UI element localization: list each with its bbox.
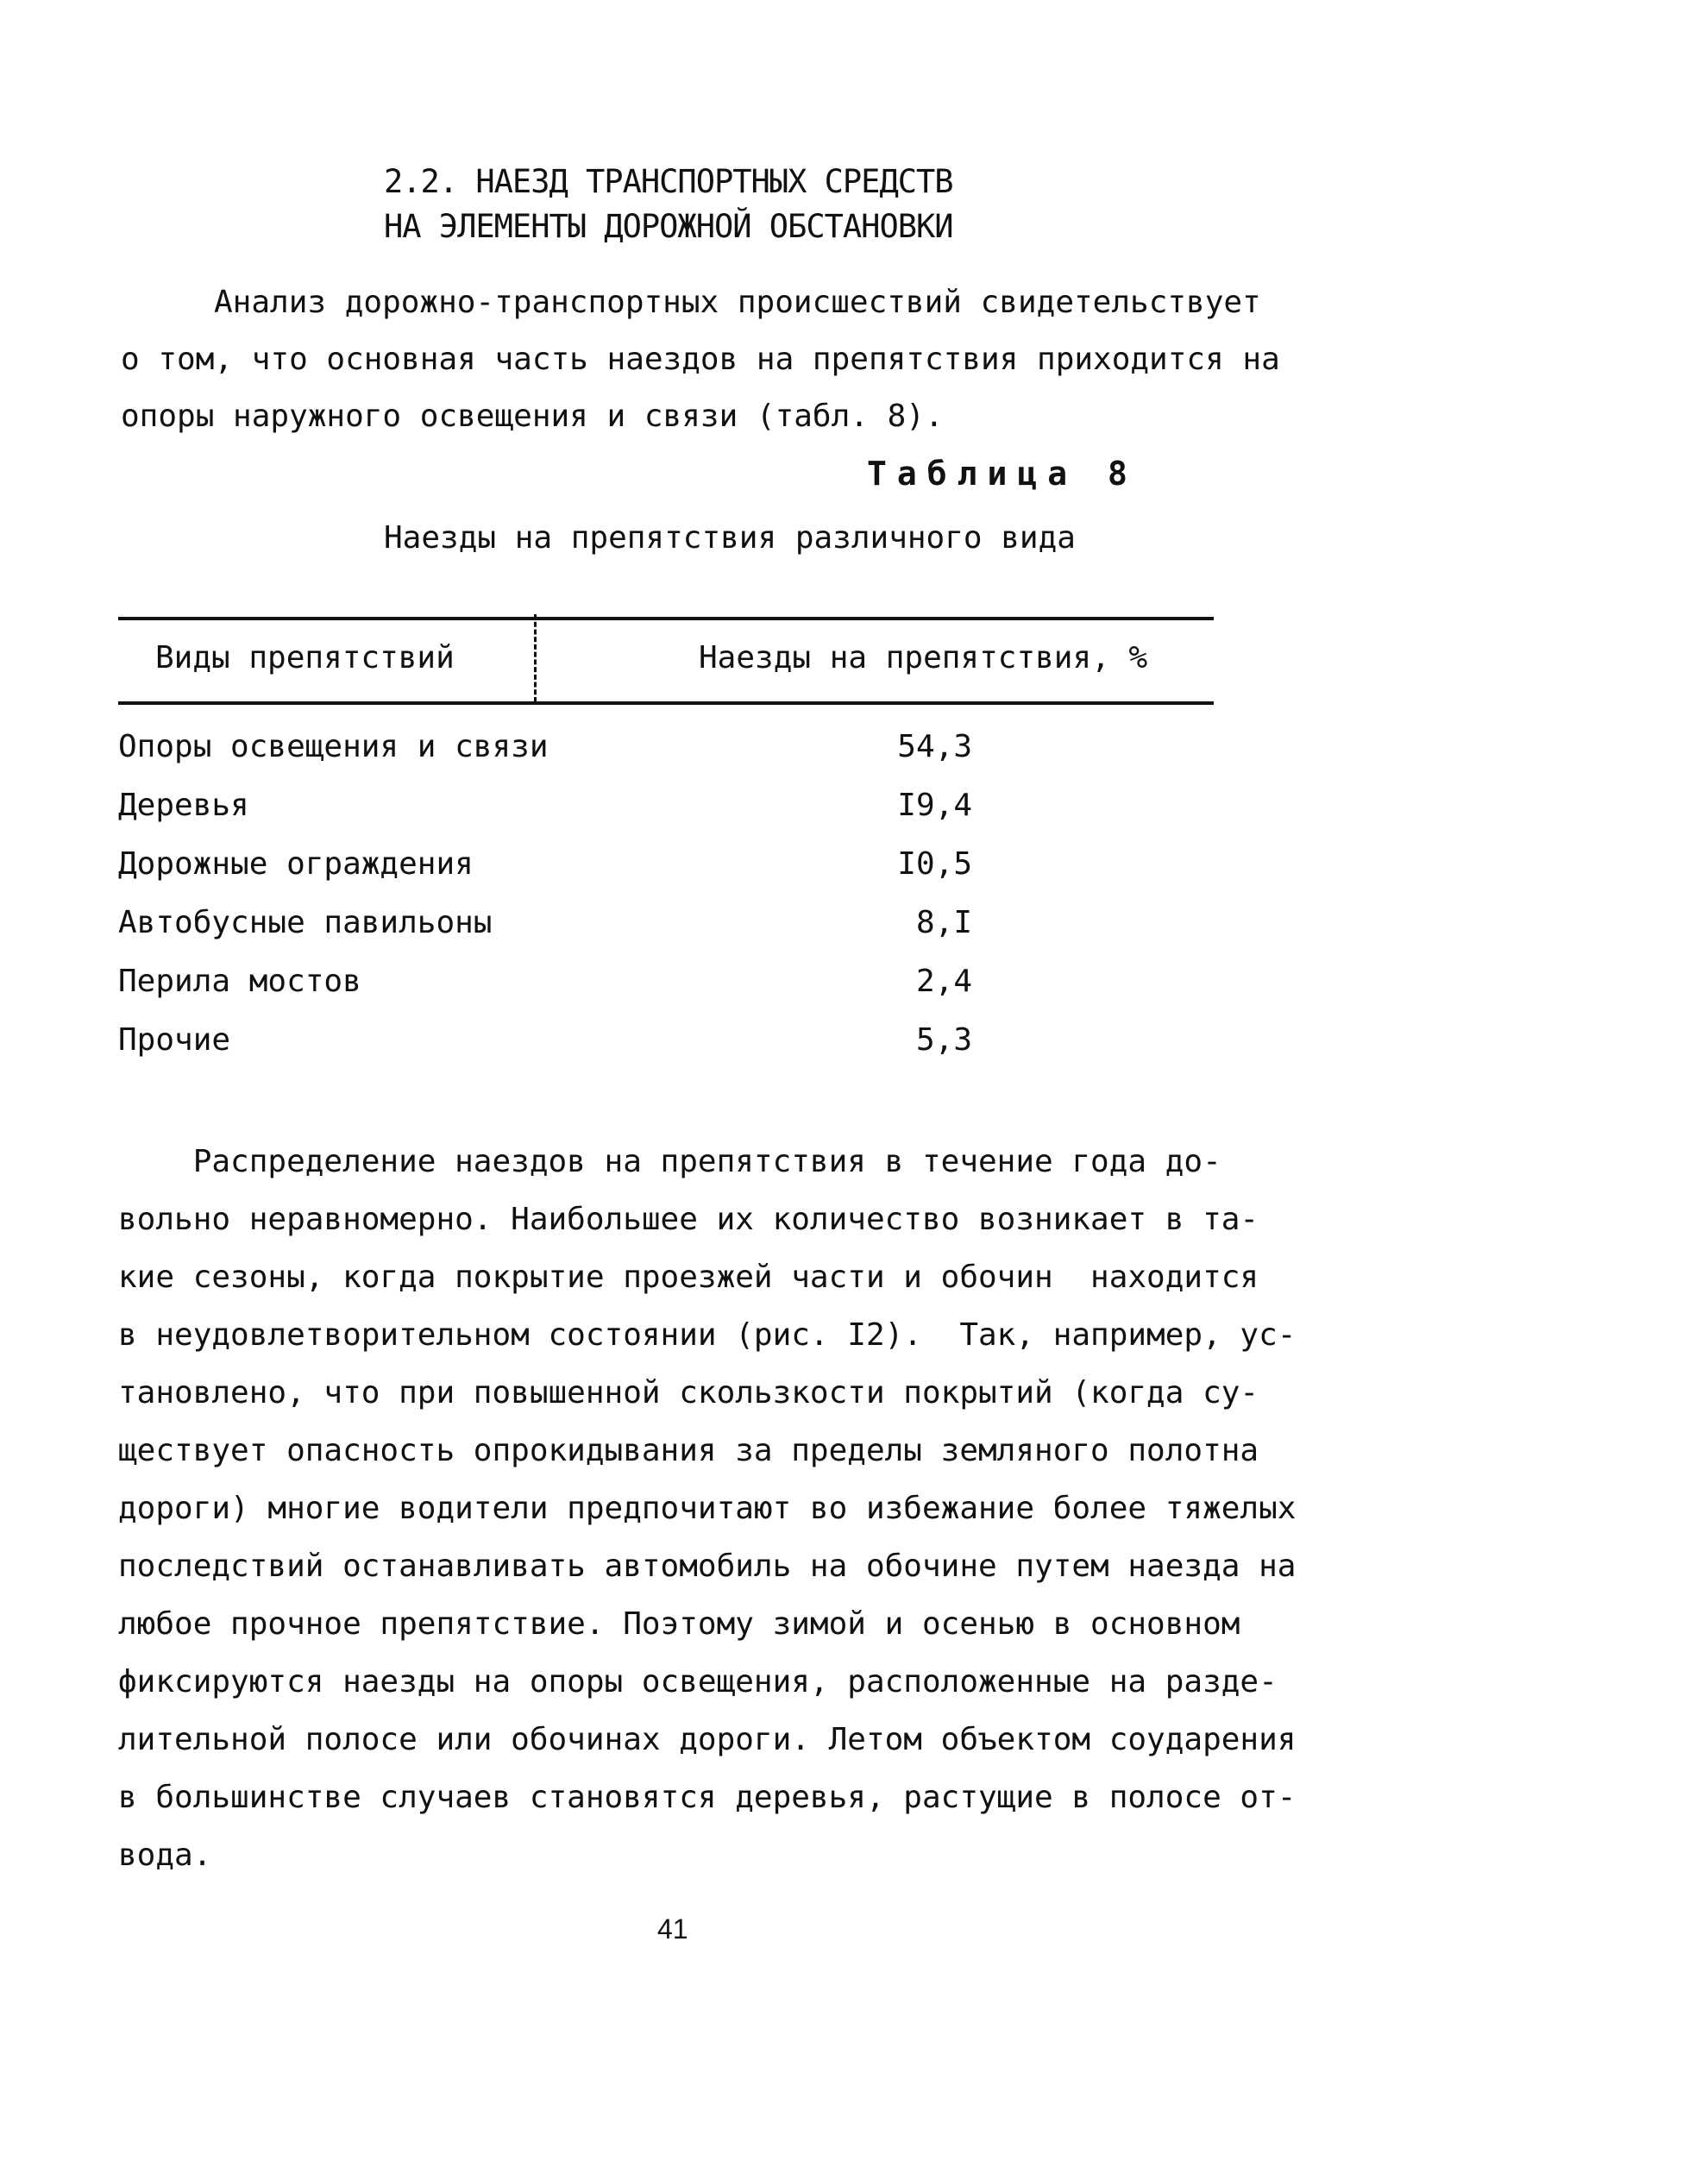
section-title-line-2: НА ЭЛЕМЕНТЫ ДОРОЖНОЙ ОБСТАНОВКИ [384, 208, 953, 245]
row-percent-value: 54,3 [897, 729, 972, 764]
row-obstacle-name: Дорожные ограждения [118, 846, 474, 882]
table-label: Таблица 8 [867, 455, 1138, 493]
table-top-rule [118, 617, 1214, 620]
intro-line: опоры наружного освещения и связи (табл. 8). [121, 399, 944, 434]
body-line: последствий останавливать автомобиль на обочине путем наезда на [118, 1549, 1297, 1584]
section-title-line-1: 2.2. НАЕЗД ТРАНСПОРТНЫХ СРЕДСТВ [384, 163, 953, 200]
table-row [118, 835, 981, 894]
table-row [118, 1011, 981, 1070]
intro-line: Анализ дорожно-транспортных происшествий свидетельствует [214, 285, 1261, 320]
body-line: дороги) многие водители предпочитают во избежание более тяжелых [118, 1491, 1297, 1526]
table-body [118, 718, 981, 1070]
row-obstacle-name: Прочие [118, 1022, 231, 1058]
table-row [118, 952, 981, 1011]
row-obstacle-name: Автобусные павильоны [118, 905, 493, 940]
body-line: в неудовлетворительном состоянии (рис. I2). Так, например, ус- [118, 1317, 1297, 1353]
intro-paragraph [121, 274, 1280, 445]
row-obstacle-name: Деревья [118, 788, 249, 823]
page-number: 41 [657, 1913, 688, 1945]
table-header-obstacle-type: Виды препятствий [155, 640, 455, 675]
row-percent-value: 5,3 [915, 1022, 972, 1058]
row-percent-value: 2,4 [915, 964, 972, 999]
table-row [118, 894, 981, 952]
section-heading [384, 160, 953, 249]
row-obstacle-name: Опоры освещения и связи [118, 729, 549, 764]
body-line: Распределение наездов на препятствия в течение года до- [118, 1144, 1221, 1179]
body-line: вода. [118, 1838, 212, 1873]
body-line: вольно неравномерно. Наибольшее их количество возникает в та- [118, 1202, 1259, 1237]
table-caption: Наезды на препятствия различного вида [384, 520, 1076, 556]
row-obstacle-name: Перила мостов [118, 964, 361, 999]
row-percent-value: 8,I [915, 905, 972, 940]
body-paragraph [118, 1133, 1297, 1884]
table-header-collisions-percent: Наезды на препятствия, % [699, 640, 1148, 675]
body-line: лительной полосе или обочинах дороги. Летом объектом соударения [118, 1722, 1297, 1757]
table-row [118, 776, 981, 835]
body-line: кие сезоны, когда покрытие проезжей части и обочин находится [118, 1260, 1259, 1295]
body-line: в большинстве случаев становятся деревья, растущие в полосе от- [118, 1780, 1297, 1815]
body-line: ществует опасность опрокидывания за пределы земляного полотна [118, 1433, 1259, 1468]
row-percent-value: I9,4 [897, 788, 972, 823]
body-line: тановлено, что при повышенной скользкости покрытий (когда су- [118, 1375, 1259, 1411]
table-header-rule [118, 701, 1214, 705]
row-percent-value: I0,5 [897, 846, 972, 882]
table-row [118, 718, 981, 776]
body-line: любое прочное препятствие. Поэтому зимой и осенью в основном [118, 1606, 1240, 1642]
body-line: фиксируются наезды на опоры освещения, расположенные на разде- [118, 1664, 1278, 1700]
table-header-divider [534, 614, 537, 702]
intro-line: о том, что основная часть наездов на препятствия приходится на [121, 342, 1280, 377]
